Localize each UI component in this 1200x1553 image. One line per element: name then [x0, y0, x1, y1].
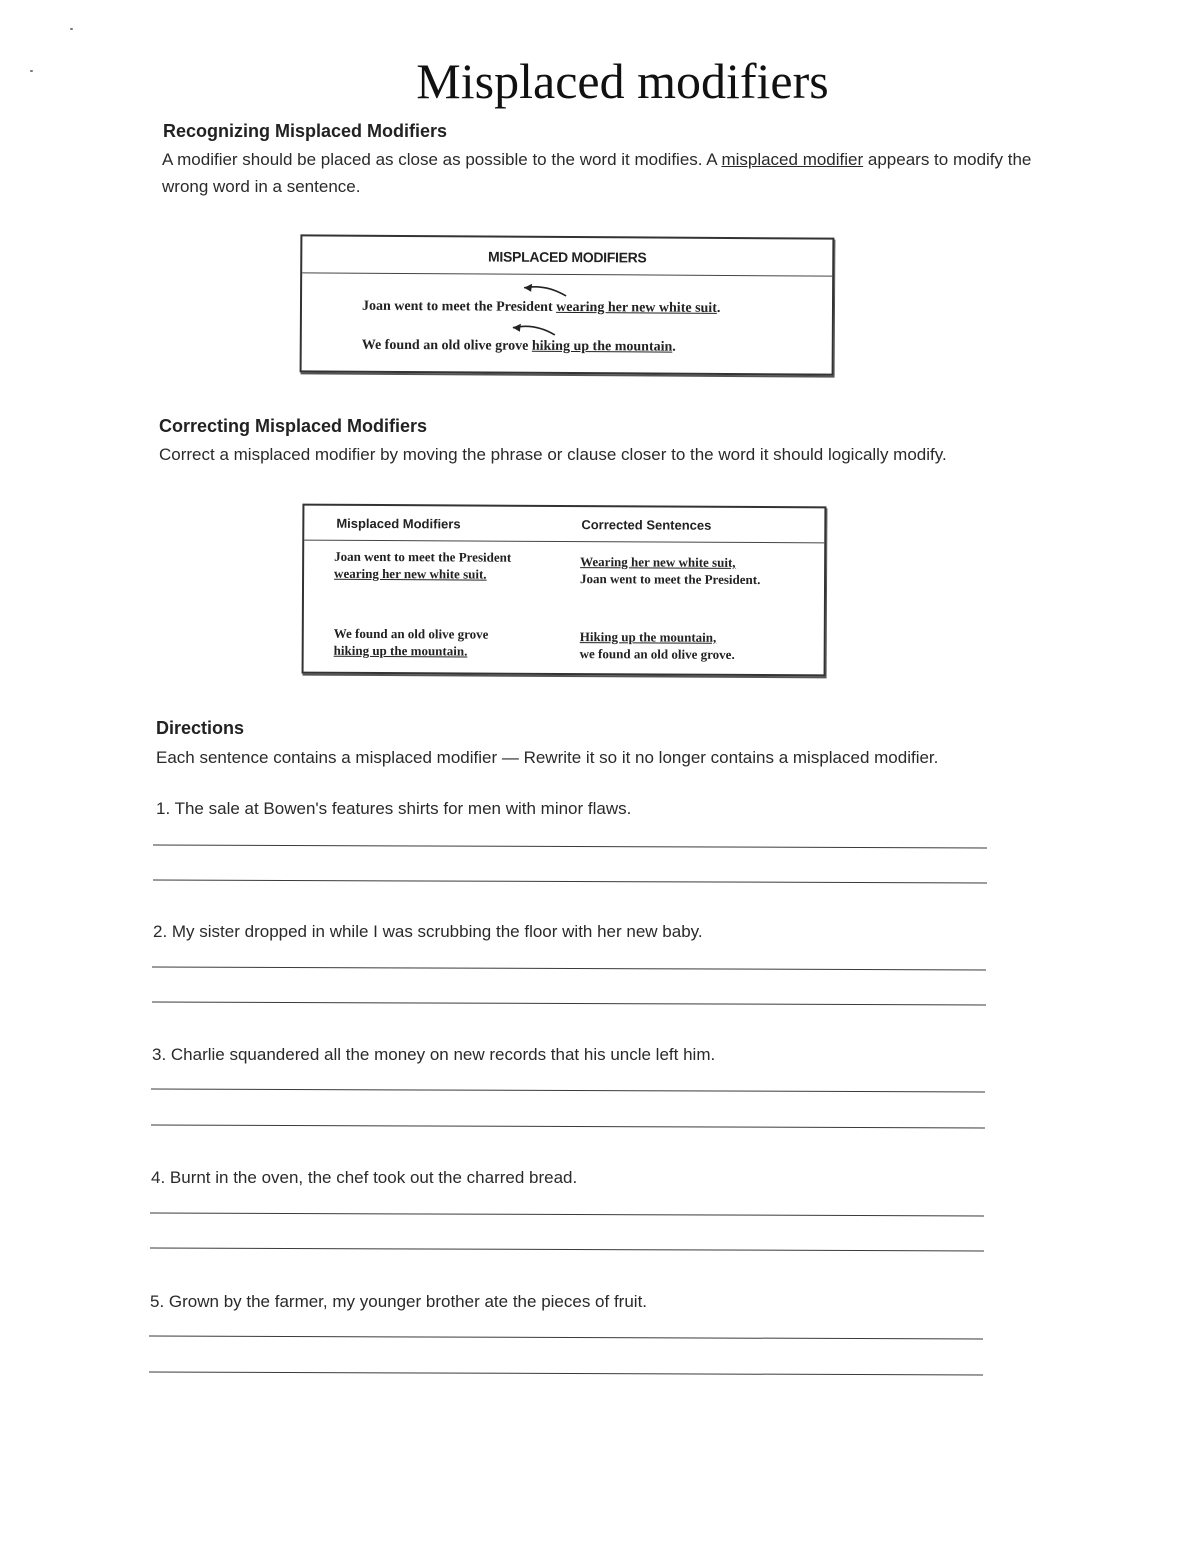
question-4: 4. Burnt in the oven, the chef took out the charred bread.	[151, 1168, 578, 1187]
example-1-start: Joan went to meet the	[361, 298, 497, 315]
misplaced-cell-1	[334, 548, 544, 583]
example-1-target-word: President	[496, 299, 553, 315]
example-sentence-1	[362, 299, 720, 317]
directions-text: Each sentence contains a misplaced modifier — Rewrite it so it no longer contains a misplaced modifier.	[156, 748, 939, 767]
example-1-end: .	[716, 300, 721, 316]
answer-line-5b[interactable]	[149, 1372, 983, 1376]
misplaced-1-plain: Joan went to meet the President	[334, 548, 512, 565]
directions-heading: Directions	[156, 718, 245, 738]
arrow-icon	[496, 282, 566, 302]
answer-line-1a[interactable]	[153, 845, 987, 849]
corrected-1-modifier: Wearing her new white suit,	[580, 554, 736, 570]
col-misplaced-modifiers: Misplaced Modifiers	[336, 515, 461, 532]
arrow-icon	[495, 321, 565, 341]
corrected-2-plain: we found an old olive grove.	[579, 646, 735, 662]
example-1-modifier: wearing her new white suit	[556, 299, 717, 316]
question-3: 3. Charlie squandered all the money on new records that his uncle left him.	[152, 1045, 716, 1064]
corrected-cell-2	[580, 628, 775, 663]
question-2: 2. My sister dropped in while I was scrubbing the floor with her new baby.	[153, 922, 703, 941]
question-5: 5. Grown by the farmer, my younger brother ate the pieces of fruit.	[150, 1292, 648, 1311]
recognizing-heading: Recognizing Misplaced Modifiers	[163, 121, 448, 141]
example-2-start: We found an old olive	[361, 337, 496, 354]
recognizing-text-before: A modifier should be placed as close as possible to the word it modifies. A	[162, 150, 722, 169]
answer-line-5a[interactable]	[149, 1336, 983, 1340]
question-1: 1. The sale at Bowen's features shirts for men with minor flaws.	[156, 799, 632, 818]
correcting-heading: Correcting Misplaced Modifiers	[159, 416, 428, 436]
answer-line-3a[interactable]	[151, 1089, 985, 1093]
recognizing-text-after: appears to modify the wrong word in a sentence.	[162, 150, 1032, 196]
recognizing-paragraph	[162, 146, 1082, 200]
example-2-target	[495, 339, 528, 354]
misplaced-cell-2	[334, 625, 544, 660]
misplaced-modifiers-example-box	[300, 234, 835, 375]
col-corrected-sentences: Corrected Sentences	[581, 517, 712, 533]
example-2-end: .	[672, 339, 676, 355]
misplaced-1-modifier: wearing her new white suit.	[334, 565, 487, 582]
answer-line-2a[interactable]	[152, 967, 986, 971]
misplaced-modifier-term: misplaced modifier	[721, 150, 864, 169]
correction-table	[302, 504, 827, 677]
corrected-1-plain: Joan went to meet the President.	[580, 571, 761, 588]
correcting-paragraph: Correct a misplaced modifier by moving the phrase or clause closer to the word it should logically modify.	[159, 445, 947, 464]
answer-line-3b[interactable]	[151, 1125, 985, 1129]
answer-line-4b[interactable]	[150, 1248, 984, 1252]
example-box-heading: MISPLACED MODIFIERS	[302, 236, 832, 276]
correction-table-header	[304, 506, 824, 544]
example-1-target	[496, 300, 553, 315]
answer-line-4a[interactable]	[150, 1213, 984, 1217]
misplaced-2-plain: We found an old olive grove	[333, 625, 489, 642]
scan-speck	[70, 28, 73, 30]
answer-line-1b[interactable]	[153, 880, 987, 884]
example-2-modifier: hiking up the mountain	[531, 338, 673, 355]
misplaced-2-modifier: hiking up the mountain.	[333, 642, 468, 659]
corrected-cell-1	[580, 553, 775, 588]
example-sentence-2	[362, 338, 676, 356]
answer-line-2b[interactable]	[152, 1002, 986, 1006]
corrected-2-modifier: Hiking up the mountain,	[579, 629, 717, 645]
example-2-target-word: grove	[495, 338, 529, 354]
page-title: Misplaced modifiers	[416, 53, 829, 109]
